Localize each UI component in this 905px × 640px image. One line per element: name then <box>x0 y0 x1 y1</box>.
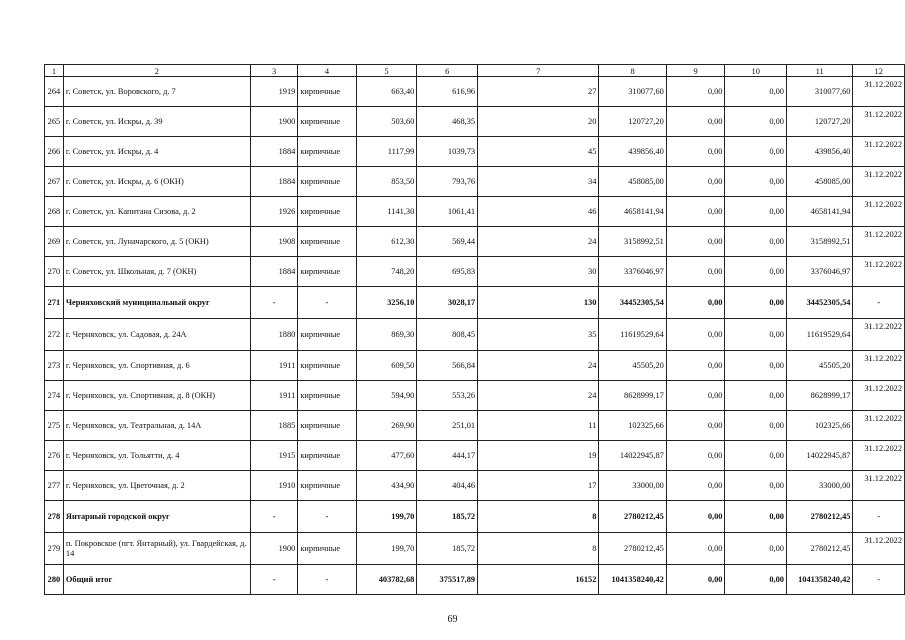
value-cell: 0,00 <box>725 533 787 565</box>
value-cell: 0,00 <box>666 137 725 167</box>
material-cell: кирпичные <box>298 197 356 227</box>
row-number-cell: 275 <box>45 411 64 441</box>
value-cell: 120727,20 <box>599 107 666 137</box>
table-row <box>45 77 905 107</box>
column-number-header-row <box>45 65 905 77</box>
date-cell: 31.12.2022 <box>853 411 905 441</box>
row-number-cell: 276 <box>45 441 64 471</box>
value-cell: 612,30 <box>356 227 417 257</box>
value-cell: 199,70 <box>356 501 417 533</box>
row-number-cell: 265 <box>45 107 64 137</box>
value-cell: 8628999,17 <box>599 381 666 411</box>
value-cell: 403782,68 <box>356 565 417 595</box>
value-cell: 0,00 <box>725 137 787 167</box>
material-cell: кирпичные <box>298 411 356 441</box>
row-number-cell: 267 <box>45 167 64 197</box>
value-cell: 0,00 <box>725 107 787 137</box>
material-cell: кирпичные <box>298 351 356 381</box>
value-cell: 0,00 <box>725 471 787 501</box>
date-cell: 31.12.2022 <box>853 107 905 137</box>
year-cell: 1910 <box>250 471 297 501</box>
year-cell: 1919 <box>250 77 297 107</box>
subtotal-row <box>45 287 905 319</box>
value-cell: 24 <box>478 381 599 411</box>
value-cell: 0,00 <box>666 287 725 319</box>
date-cell: 31.12.2022 <box>853 257 905 287</box>
year-cell: 1911 <box>250 351 297 381</box>
value-cell: 0,00 <box>666 257 725 287</box>
value-cell: 3376046,97 <box>599 257 666 287</box>
column-header: 9 <box>666 65 725 77</box>
subtotal-row <box>45 501 905 533</box>
value-cell: 609,50 <box>356 351 417 381</box>
value-cell: 1141,30 <box>356 197 417 227</box>
year-cell: 1880 <box>250 319 297 351</box>
value-cell: 0,00 <box>725 77 787 107</box>
value-cell: 8628999,17 <box>786 381 852 411</box>
column-header: 6 <box>417 65 478 77</box>
address-cell: Общий итог <box>63 565 250 595</box>
value-cell: 2780212,45 <box>599 533 666 565</box>
value-cell: 11619529,64 <box>599 319 666 351</box>
value-cell: 0,00 <box>666 107 725 137</box>
value-cell: 2780212,45 <box>786 533 852 565</box>
value-cell: 33000,00 <box>786 471 852 501</box>
date-cell: 31.12.2022 <box>853 381 905 411</box>
value-cell: 793,76 <box>417 167 478 197</box>
row-number-cell: 270 <box>45 257 64 287</box>
column-header: 1 <box>45 65 64 77</box>
year-cell: 1884 <box>250 167 297 197</box>
date-cell: 31.12.2022 <box>853 319 905 351</box>
address-cell: г. Черняховск, ул. Театральная, д. 14А <box>63 411 250 441</box>
row-number-cell: 272 <box>45 319 64 351</box>
value-cell: 503,60 <box>356 107 417 137</box>
material-cell: кирпичные <box>298 257 356 287</box>
value-cell: 45505,20 <box>786 351 852 381</box>
value-cell: 0,00 <box>725 351 787 381</box>
value-cell: 3158992,51 <box>786 227 852 257</box>
value-cell: 34452305,54 <box>599 287 666 319</box>
subtotal-row <box>45 565 905 595</box>
value-cell: 0,00 <box>666 227 725 257</box>
value-cell: 553,26 <box>417 381 478 411</box>
table-row <box>45 107 905 137</box>
value-cell: 0,00 <box>666 351 725 381</box>
value-cell: 0,00 <box>666 167 725 197</box>
year-cell: - <box>250 287 297 319</box>
column-header: 2 <box>63 65 250 77</box>
row-number-cell: 271 <box>45 287 64 319</box>
address-cell: г. Советск, ул. Искры, д. 6 (ОКН) <box>63 167 250 197</box>
value-cell: 808,45 <box>417 319 478 351</box>
row-number-cell: 266 <box>45 137 64 167</box>
value-cell: 748,20 <box>356 257 417 287</box>
value-cell: 458085,00 <box>599 167 666 197</box>
column-header: 4 <box>298 65 356 77</box>
value-cell: 0,00 <box>666 533 725 565</box>
value-cell: 8 <box>478 501 599 533</box>
value-cell: 0,00 <box>725 441 787 471</box>
row-number-cell: 279 <box>45 533 64 565</box>
date-cell: 31.12.2022 <box>853 197 905 227</box>
year-cell: - <box>250 565 297 595</box>
table-row <box>45 197 905 227</box>
material-cell: кирпичные <box>298 319 356 351</box>
material-cell: - <box>298 501 356 533</box>
value-cell: 269,90 <box>356 411 417 441</box>
column-header: 10 <box>725 65 787 77</box>
value-cell: 1041358240,42 <box>599 565 666 595</box>
value-cell: 0,00 <box>725 257 787 287</box>
value-cell: 0,00 <box>725 227 787 257</box>
value-cell: 375517,89 <box>417 565 478 595</box>
value-cell: 594,90 <box>356 381 417 411</box>
year-cell: 1915 <box>250 441 297 471</box>
table-row <box>45 137 905 167</box>
material-cell: кирпичные <box>298 227 356 257</box>
value-cell: 185,72 <box>417 533 478 565</box>
value-cell: 2780212,45 <box>786 501 852 533</box>
value-cell: 853,50 <box>356 167 417 197</box>
value-cell: 19 <box>478 441 599 471</box>
address-cell: г. Черняховск, ул. Цветочная, д. 2 <box>63 471 250 501</box>
row-number-cell: 280 <box>45 565 64 595</box>
value-cell: 251,01 <box>417 411 478 441</box>
column-header: 7 <box>478 65 599 77</box>
value-cell: 0,00 <box>725 287 787 319</box>
address-cell: г. Советск, ул. Искры, д. 4 <box>63 137 250 167</box>
address-cell: г. Советск, ул. Воровского, д. 7 <box>63 77 250 107</box>
value-cell: 0,00 <box>725 381 787 411</box>
date-cell: 31.12.2022 <box>853 227 905 257</box>
address-cell: Черняховский муниципальный округ <box>63 287 250 319</box>
material-cell: кирпичные <box>298 441 356 471</box>
date-cell: - <box>853 287 905 319</box>
value-cell: 4658141,94 <box>786 197 852 227</box>
value-cell: 14022945,87 <box>786 441 852 471</box>
material-cell: кирпичные <box>298 167 356 197</box>
row-number-cell: 273 <box>45 351 64 381</box>
year-cell: 1884 <box>250 257 297 287</box>
value-cell: 27 <box>478 77 599 107</box>
value-cell: 1061,41 <box>417 197 478 227</box>
value-cell: 3028,17 <box>417 287 478 319</box>
value-cell: 310077,60 <box>599 77 666 107</box>
date-cell: - <box>853 565 905 595</box>
table-row <box>45 319 905 351</box>
value-cell: 616,96 <box>417 77 478 107</box>
material-cell: кирпичные <box>298 137 356 167</box>
value-cell: 4658141,94 <box>599 197 666 227</box>
date-cell: 31.12.2022 <box>853 351 905 381</box>
value-cell: 11619529,64 <box>786 319 852 351</box>
row-number-cell: 268 <box>45 197 64 227</box>
value-cell: 663,40 <box>356 77 417 107</box>
value-cell: 0,00 <box>666 77 725 107</box>
table-row <box>45 351 905 381</box>
value-cell: 46 <box>478 197 599 227</box>
address-cell: г. Советск, ул. Луначарского, д. 5 (ОКН) <box>63 227 250 257</box>
address-cell: г. Советск, ул. Школьная, д. 7 (ОКН) <box>63 257 250 287</box>
value-cell: 0,00 <box>725 565 787 595</box>
material-cell: кирпичные <box>298 381 356 411</box>
value-cell: 20 <box>478 107 599 137</box>
value-cell: 102325,66 <box>599 411 666 441</box>
value-cell: 30 <box>478 257 599 287</box>
row-number-cell: 274 <box>45 381 64 411</box>
year-cell: 1908 <box>250 227 297 257</box>
value-cell: 45 <box>478 137 599 167</box>
address-cell: Янтарный городской округ <box>63 501 250 533</box>
year-cell: 1926 <box>250 197 297 227</box>
value-cell: 34 <box>478 167 599 197</box>
value-cell: 45505,20 <box>599 351 666 381</box>
value-cell: 1041358240,42 <box>786 565 852 595</box>
value-cell: 404,46 <box>417 471 478 501</box>
address-cell: г. Черняховск, ул. Садовая, д. 24А <box>63 319 250 351</box>
value-cell: 3158992,51 <box>599 227 666 257</box>
value-cell: 0,00 <box>666 441 725 471</box>
table-row <box>45 167 905 197</box>
material-cell: кирпичные <box>298 533 356 565</box>
value-cell: 434,90 <box>356 471 417 501</box>
value-cell: 0,00 <box>666 319 725 351</box>
material-cell: кирпичные <box>298 471 356 501</box>
value-cell: 0,00 <box>666 381 725 411</box>
year-cell: 1885 <box>250 411 297 441</box>
column-header: 8 <box>599 65 666 77</box>
table-row <box>45 471 905 501</box>
value-cell: 2780212,45 <box>599 501 666 533</box>
date-cell: - <box>853 501 905 533</box>
material-cell: кирпичные <box>298 77 356 107</box>
value-cell: 566,84 <box>417 351 478 381</box>
date-cell: 31.12.2022 <box>853 471 905 501</box>
value-cell: 458085,00 <box>786 167 852 197</box>
year-cell: 1900 <box>250 107 297 137</box>
value-cell: 3376046,97 <box>786 257 852 287</box>
material-cell: кирпичные <box>298 107 356 137</box>
value-cell: 34452305,54 <box>786 287 852 319</box>
value-cell: 16152 <box>478 565 599 595</box>
table-row <box>45 227 905 257</box>
column-header: 12 <box>853 65 905 77</box>
value-cell: 0,00 <box>666 565 725 595</box>
value-cell: 0,00 <box>666 411 725 441</box>
address-cell: п. Покровское (пгт. Янтарный), ул. Гвардейская, д. 14 <box>63 533 250 565</box>
date-cell: 31.12.2022 <box>853 77 905 107</box>
address-cell: г. Советск, ул. Искры, д. 39 <box>63 107 250 137</box>
date-cell: 31.12.2022 <box>853 137 905 167</box>
address-cell: г. Черняховск, ул. Спортивная, д. 6 <box>63 351 250 381</box>
row-number-cell: 278 <box>45 501 64 533</box>
date-cell: 31.12.2022 <box>853 441 905 471</box>
year-cell: 1911 <box>250 381 297 411</box>
value-cell: 439856,40 <box>599 137 666 167</box>
value-cell: 3256,10 <box>356 287 417 319</box>
address-cell: г. Советск, ул. Капитана Сизова, д. 2 <box>63 197 250 227</box>
row-number-cell: 269 <box>45 227 64 257</box>
value-cell: 0,00 <box>725 501 787 533</box>
address-cell: г. Черняховск, ул. Тольятти, д. 4 <box>63 441 250 471</box>
address-cell: г. Черняховск, ул. Спортивная, д. 8 (ОКН) <box>63 381 250 411</box>
value-cell: 0,00 <box>666 197 725 227</box>
value-cell: 1039,73 <box>417 137 478 167</box>
table-row <box>45 411 905 441</box>
value-cell: 439856,40 <box>786 137 852 167</box>
column-header: 3 <box>250 65 297 77</box>
value-cell: 33000,00 <box>599 471 666 501</box>
row-number-cell: 264 <box>45 77 64 107</box>
value-cell: 569,44 <box>417 227 478 257</box>
value-cell: 199,70 <box>356 533 417 565</box>
value-cell: 468,35 <box>417 107 478 137</box>
year-cell: 1900 <box>250 533 297 565</box>
value-cell: 310077,60 <box>786 77 852 107</box>
column-header: 5 <box>356 65 417 77</box>
value-cell: 0,00 <box>725 411 787 441</box>
date-cell: 31.12.2022 <box>853 167 905 197</box>
value-cell: 102325,66 <box>786 411 852 441</box>
table-row <box>45 441 905 471</box>
value-cell: 24 <box>478 351 599 381</box>
value-cell: 35 <box>478 319 599 351</box>
year-cell: - <box>250 501 297 533</box>
row-number-cell: 277 <box>45 471 64 501</box>
value-cell: 17 <box>478 471 599 501</box>
value-cell: 869,30 <box>356 319 417 351</box>
page-number: 69 <box>447 614 458 625</box>
value-cell: 695,83 <box>417 257 478 287</box>
value-cell: 0,00 <box>666 471 725 501</box>
material-cell: - <box>298 565 356 595</box>
value-cell: 14022945,87 <box>599 441 666 471</box>
housing-table <box>44 64 905 595</box>
value-cell: 185,72 <box>417 501 478 533</box>
table-row <box>45 533 905 565</box>
value-cell: 0,00 <box>666 501 725 533</box>
table-row <box>45 381 905 411</box>
value-cell: 8 <box>478 533 599 565</box>
date-cell: 31.12.2022 <box>853 533 905 565</box>
value-cell: 130 <box>478 287 599 319</box>
column-header: 11 <box>786 65 852 77</box>
value-cell: 444,17 <box>417 441 478 471</box>
value-cell: 0,00 <box>725 167 787 197</box>
material-cell: - <box>298 287 356 319</box>
value-cell: 24 <box>478 227 599 257</box>
value-cell: 0,00 <box>725 319 787 351</box>
value-cell: 0,00 <box>725 197 787 227</box>
year-cell: 1884 <box>250 137 297 167</box>
value-cell: 1117,99 <box>356 137 417 167</box>
value-cell: 120727,20 <box>786 107 852 137</box>
table-row <box>45 257 905 287</box>
value-cell: 11 <box>478 411 599 441</box>
value-cell: 477,60 <box>356 441 417 471</box>
